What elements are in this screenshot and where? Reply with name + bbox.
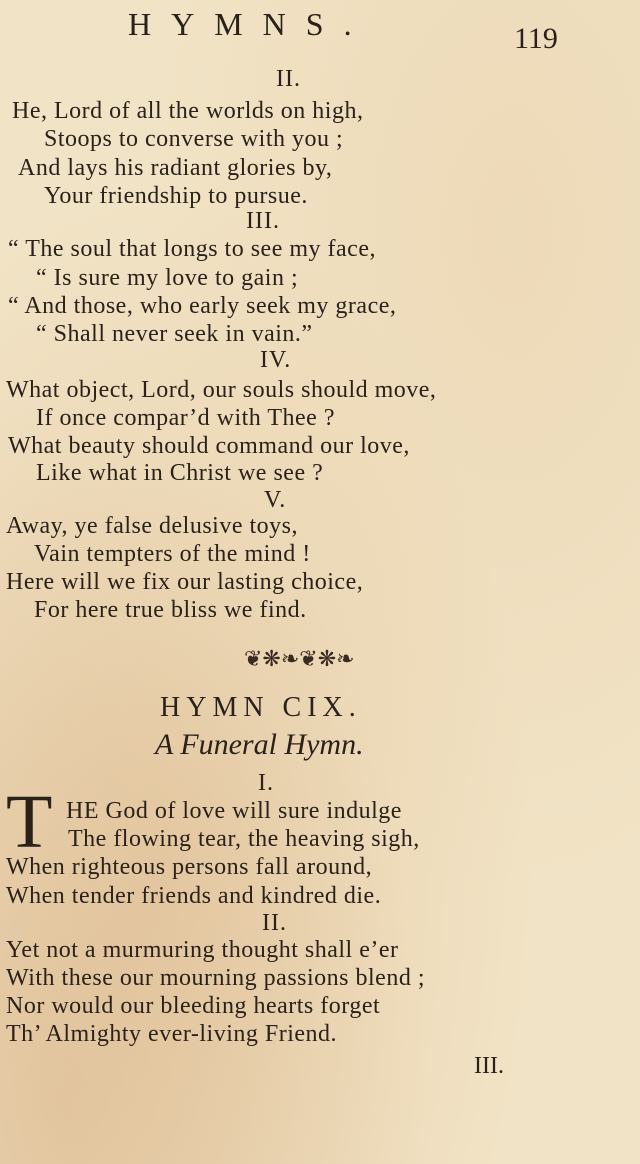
stanza-number: V. [264, 487, 287, 513]
verse-line: For here true bliss we find. [34, 597, 307, 623]
verse-line: “ Is sure my love to gain ; [36, 265, 299, 291]
verse-line: Th’ Almighty ever-living Friend. [6, 1021, 338, 1047]
verse-line: Away, ye false delusive toys, [6, 513, 298, 539]
verse-line: “ The soul that longs to see my face, [8, 236, 376, 262]
verse-line: What beauty should command our love, [8, 433, 410, 459]
verse-line: “ And those, who early seek my grace, [8, 293, 397, 319]
verse-line: With these our mourning passions blend ; [6, 965, 425, 991]
stanza-number: III. [246, 208, 280, 234]
verse-line: Nor would our bleeding hearts forget [6, 993, 381, 1019]
stanza-number: IV. [260, 347, 292, 373]
verse-line: He, Lord of all the worlds on high, [12, 98, 364, 124]
verse-line: Like what in Christ we see ? [36, 460, 324, 486]
verse-line: Here will we fix our lasting choice, [6, 569, 364, 595]
verse-line: “ Shall never seek in vain.” [36, 321, 313, 347]
verse-line: What object, Lord, our souls should move, [6, 377, 437, 403]
page-number: 119 [514, 22, 558, 55]
drop-cap: T [6, 780, 53, 864]
verse-line: Stoops to converse with you ; [44, 126, 344, 152]
hymn-subtitle: A Funeral Hymn. [155, 728, 364, 761]
verse-line: The flowing tear, the heaving sigh, [68, 826, 420, 852]
verse-line: And lays his radiant glories by, [18, 155, 333, 181]
verse-line: HE God of love will sure indulge [66, 798, 402, 824]
verse-line: Vain tempters of the mind ! [34, 541, 311, 567]
stanza-number: II. [276, 66, 301, 92]
verse-line: Your friendship to pursue. [44, 183, 308, 209]
verse-line: If once compar’d with Thee ? [36, 405, 335, 431]
stanza-number: I. [258, 770, 274, 796]
verse-line: When tender friends and kindred die. [6, 883, 382, 909]
verse-line: Yet not a murmuring thought shall e’er [6, 937, 399, 963]
stanza-number: II. [262, 910, 287, 936]
running-head: HYMNS. [128, 6, 372, 42]
verse-line: When righteous persons fall around, [6, 854, 373, 880]
hymn-title: HYMN CIX. [160, 692, 362, 723]
catchword: III. [474, 1053, 504, 1079]
ornamental-divider: ❦❋❧❦❋❧ [244, 646, 355, 671]
